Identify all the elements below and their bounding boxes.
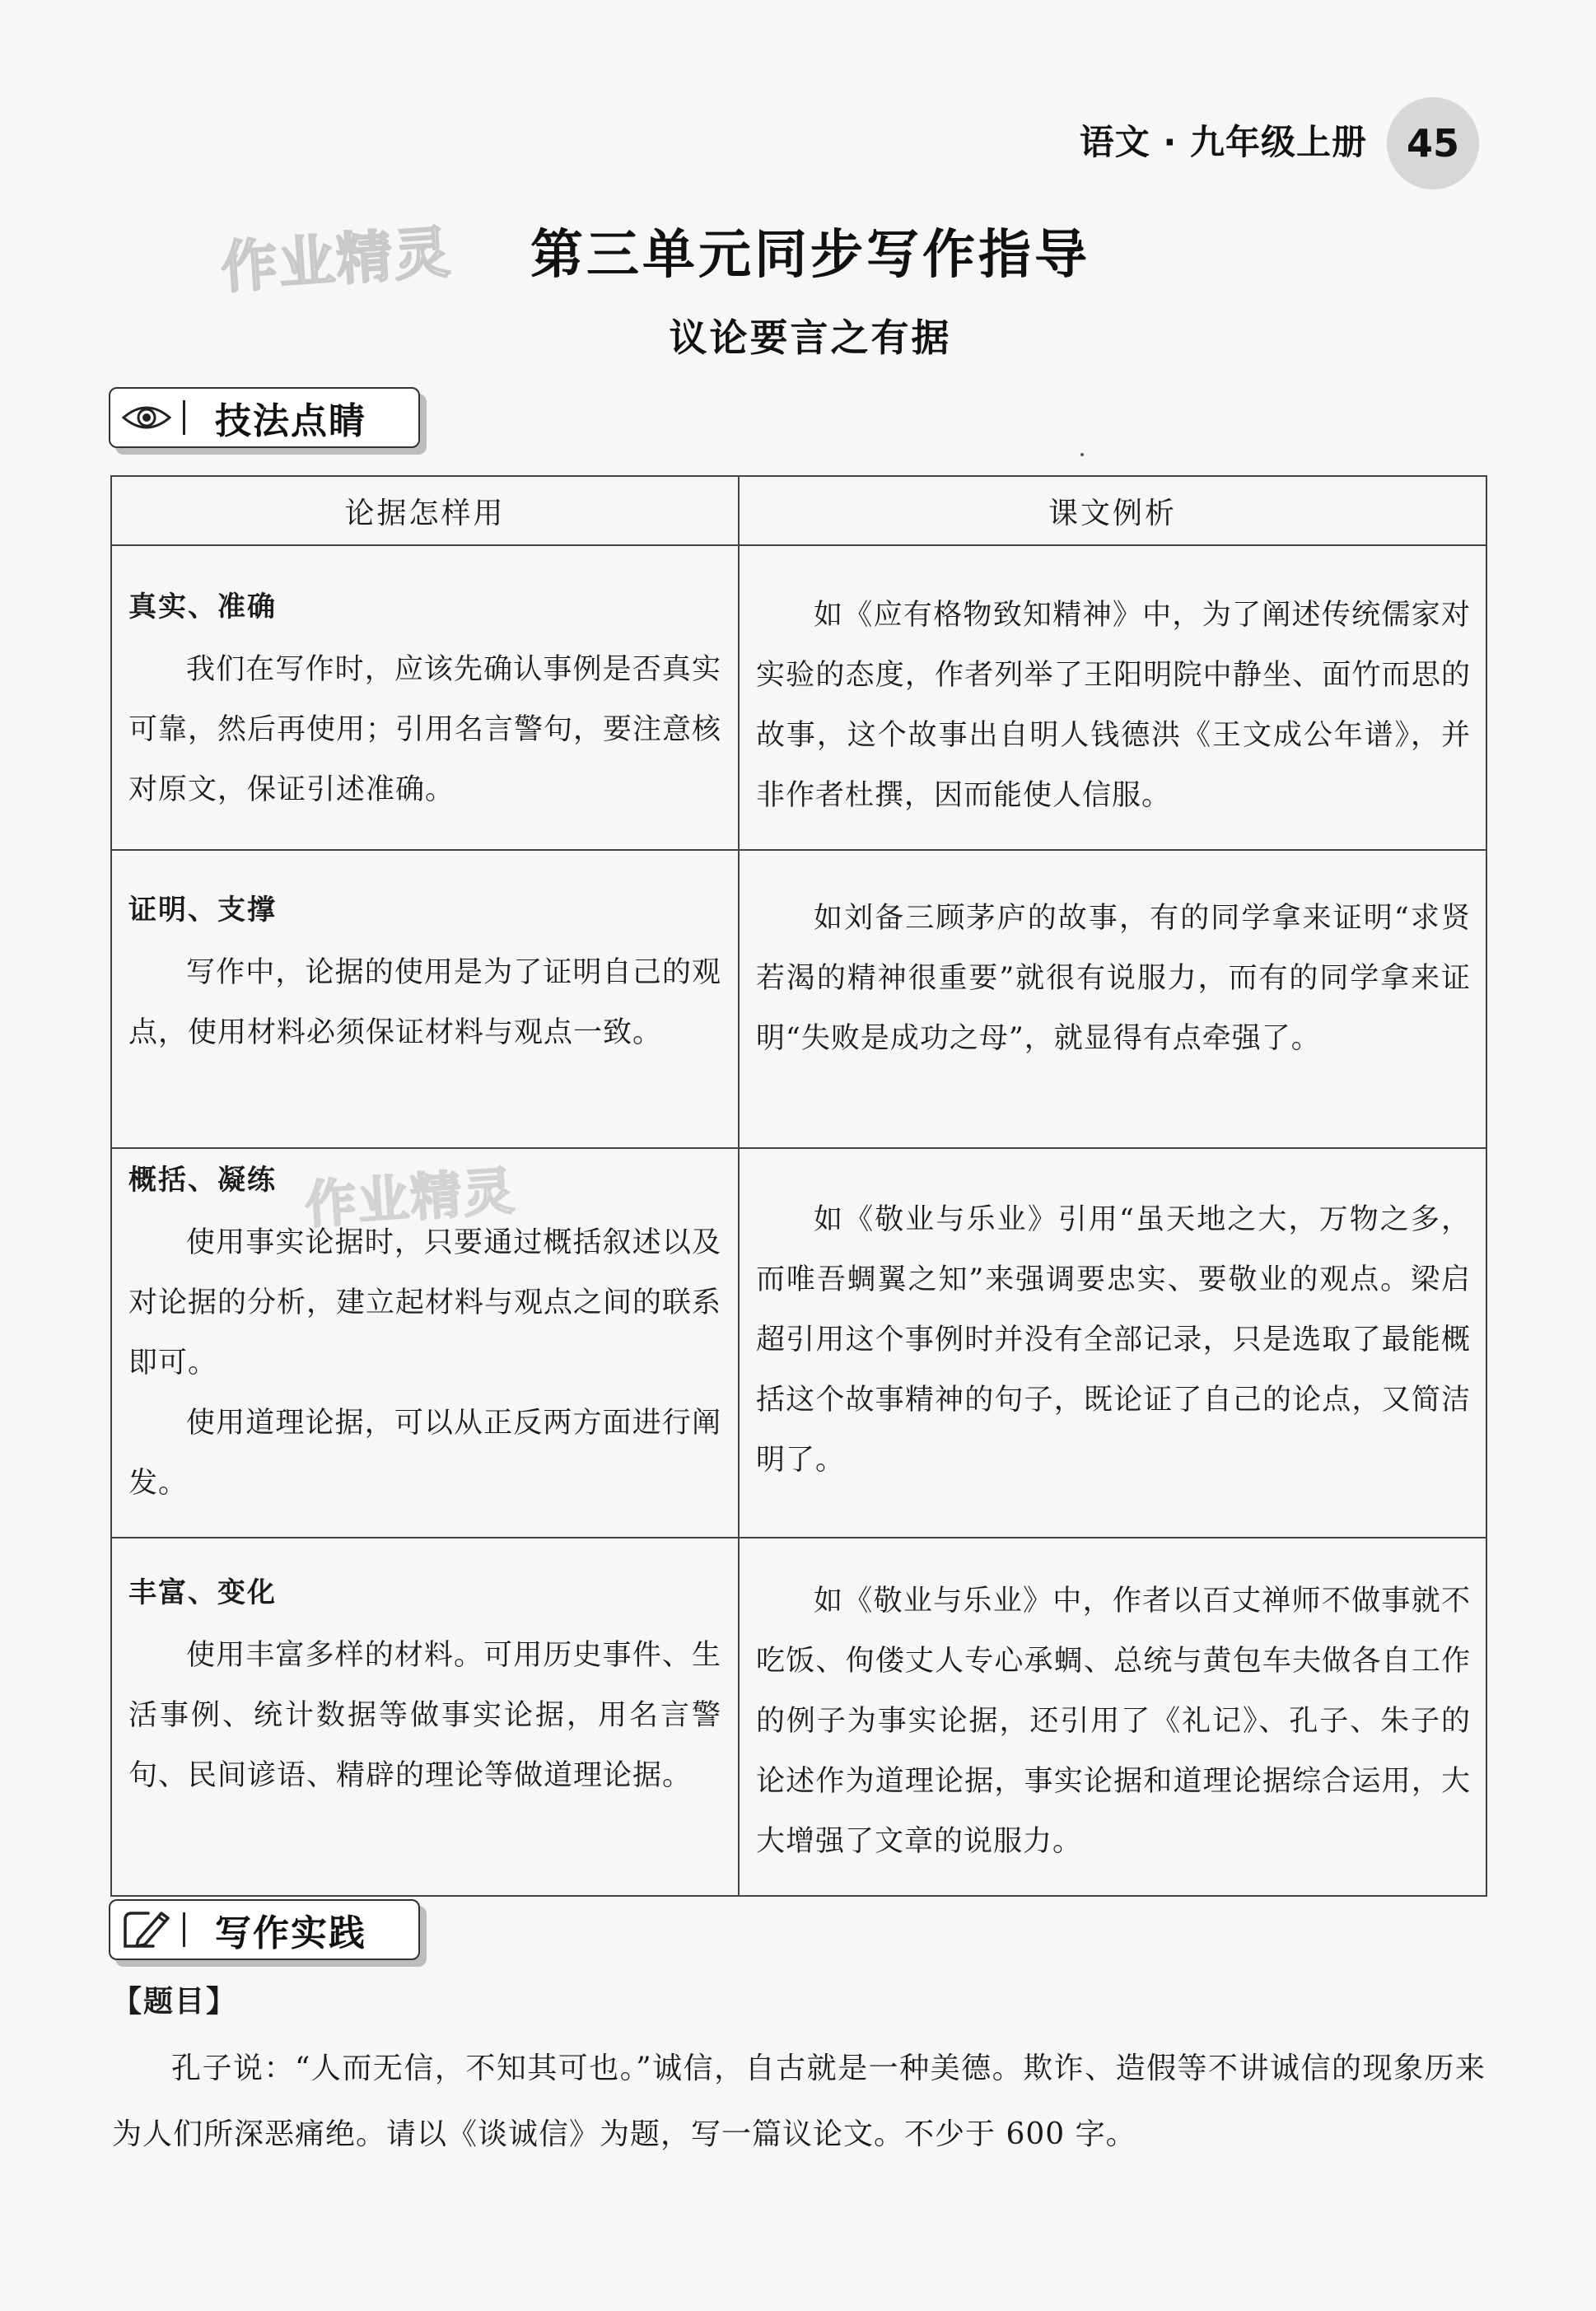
- table-row: [111, 1148, 1486, 1538]
- page-number-badge: 45: [1387, 97, 1479, 189]
- watermark: 作业精灵: [303, 1160, 518, 1235]
- row-explanation: 我们在写作时，应该先确认事例是否真实可靠，然后再使用；引用名言警句，要注意核对原文，保证引述准确。: [128, 653, 722, 806]
- row-title: 真实、准确: [128, 591, 277, 623]
- section-tab-practice: [109, 1899, 420, 1960]
- page-subtitle: 议论要言之有据: [669, 315, 952, 360]
- table-header-row: [111, 476, 1486, 545]
- page-title: 第三单元同步写作指导: [530, 225, 1090, 286]
- watermark: 作业精灵: [219, 220, 454, 301]
- row-explanation: 使用道理论据，可以从正反两方面进行阐发。: [128, 1407, 721, 1500]
- eye-icon: [110, 389, 183, 446]
- row-example: 如《应有格物致知精神》中，为了阐述传统儒家对实验的态度，作者列举了王阳明院中静坐、面竹而思的故事，这个故事出自明人钱德洪《王文成公年谱》，并非作者杜撰，因而能使人信服。: [756, 599, 1471, 812]
- row-example: 如《敬业与乐业》引用“虽天地之大，万物之多，而唯吾蜩翼之知”来强调要忠实、要敬业的观点。梁启超引用这个事例时并没有全部记录，只是选取了最能概括这个故事精神的句子，既论证了自己的论点，又简洁明了。: [756, 1203, 1471, 1477]
- column-header: 论据怎样用: [111, 476, 739, 545]
- row-title: 丰富、变化: [128, 1576, 277, 1609]
- row-explanation: 写作中，论据的使用是为了证明自己的观点，使用材料必须保证材料与观点一致。: [128, 956, 721, 1049]
- row-title: 证明、支撑: [128, 894, 277, 927]
- row-title: 概括、凝练: [128, 1164, 277, 1197]
- question-body: 孔子说：“人而无信，不知其可也。”诚信，自古就是一种美德。欺诈、造假等不讲诚信的现象历来为人们所深恶痛绝。请以《谈诚信》为题，写一篇议论文。不少于 600 字。: [112, 2052, 1486, 2151]
- question-heading: 【题目】: [112, 1985, 238, 2019]
- row-example: 如刘备三顾茅庐的故事，有的同学拿来证明“求贤若渴的精神很重要”就很有说服力，而有的同学拿来证明“失败是成功之母”，就显得有点牵强了。: [756, 902, 1471, 1055]
- evidence-table: [110, 475, 1487, 1897]
- row-example: 如《敬业与乐业》中，作者以百丈禅师不做事就不吃饭、佝偻丈人专心承蜩、总统与黄包车夫做各自工作的例子为事实论据，还引用了《礼记》、孔子、朱子的论述作为道理论据，事实论据和道理论据综合运用，大大增强了文章的说服力。: [756, 1585, 1471, 1858]
- section-label: 写作实践: [215, 1912, 366, 1954]
- section-tab-technique: [109, 387, 420, 448]
- table-row: [111, 850, 1486, 1148]
- section-label: 技法点睛: [215, 400, 366, 442]
- row-explanation: 使用丰富多样的材料。可用历史事件、生活事例、统计数据等做事实论据，用名言警句、民间谚语、精辟的理论等做道理论据。: [128, 1639, 721, 1792]
- table-row: [111, 545, 1486, 850]
- table-row: [111, 1538, 1486, 1896]
- pencil-notebook-icon: [110, 1901, 183, 1959]
- course-label: 语文 · 九年级上册: [1079, 122, 1367, 162]
- column-header: 课文例析: [739, 476, 1486, 545]
- row-explanation: 使用事实论据时，只要通过概括叙述以及对论据的分析，建立起材料与观点之间的联系即可。: [128, 1226, 722, 1380]
